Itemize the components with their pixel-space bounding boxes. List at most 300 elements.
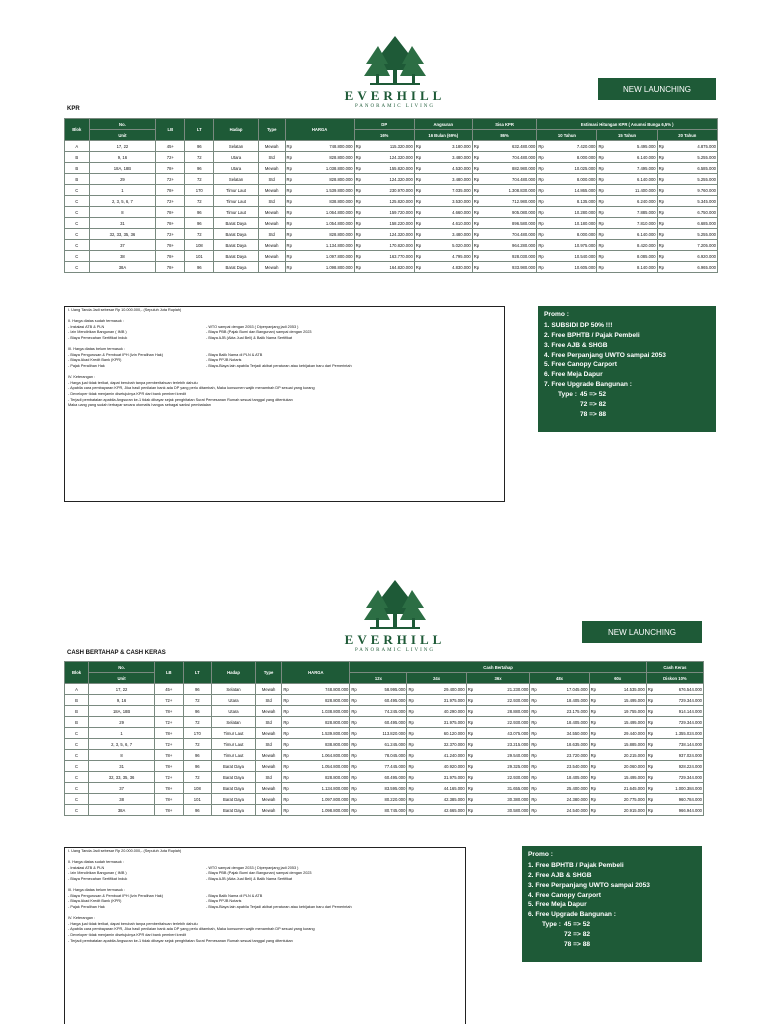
table-row — [65, 185, 718, 196]
table-cell: 8 — [89, 207, 156, 218]
note-text: - Biaya Pengurusan & Pembuat IPH (Izin Peralihan Hak) — [68, 352, 163, 357]
currency-label: Rp — [285, 141, 294, 152]
promo-item: 6. Free Meja Dapur — [544, 371, 603, 379]
currency-label: Rp — [472, 251, 481, 262]
table-cell: 1.308.830.000 — [481, 185, 537, 196]
promo-upgrade-value: 78 => 88 — [580, 410, 607, 418]
table-row — [65, 695, 704, 706]
table-cell: 60.495.000 — [359, 772, 407, 783]
table-cell: 14.865.000 — [546, 185, 597, 196]
currency-label: Rp — [530, 684, 539, 695]
table-cell: 78+ — [155, 794, 184, 805]
currency-label: Rp — [646, 706, 655, 717]
col-unit: Unit — [89, 130, 156, 141]
brand-tagline: PANORAMIC LIVING — [354, 104, 435, 109]
currency-label: Rp — [597, 229, 606, 240]
currency-label: Rp — [530, 805, 539, 816]
currency-label: Rp — [530, 695, 539, 706]
table-cell: Mewah — [255, 706, 281, 717]
table-cell: Mewah — [258, 251, 285, 262]
col-sisa-kpr: Sisa KPR — [472, 119, 537, 130]
currency-label: Rp — [282, 695, 291, 706]
table-cell: 1 — [89, 728, 155, 739]
currency-label: Rp — [589, 761, 598, 772]
table-cell: 159.720.000 — [363, 207, 414, 218]
currency-label: Rp — [285, 196, 294, 207]
table-cell: 78+ — [155, 750, 184, 761]
table-cell: B — [65, 695, 89, 706]
currency-label: Rp — [354, 141, 363, 152]
col-harga: HARGA — [282, 662, 350, 684]
table-cell: 10.975.000 — [546, 240, 597, 251]
table-cell: Std — [255, 695, 281, 706]
table-cell: Selatan — [212, 717, 256, 728]
table-cell: C — [65, 196, 90, 207]
note-text: - Harga jual tidak terikat, dapat berubah tanpa pemberitahuan terlebih dahulu — [68, 921, 198, 926]
table-cell: 72 — [185, 152, 214, 163]
table-cell: 72 — [183, 772, 212, 783]
promo-upgrade — [528, 920, 696, 930]
table-row — [65, 783, 704, 794]
currency-label: Rp — [646, 739, 655, 750]
currency-label: Rp — [285, 262, 294, 273]
table-cell: 4.660.000 — [423, 207, 472, 218]
currency-label: Rp — [350, 728, 359, 739]
table-cell: 31.975.000 — [416, 717, 466, 728]
table-cell: 96 — [185, 262, 214, 273]
table-cell: 230.970.000 — [363, 185, 414, 196]
col-12x: 12x — [350, 673, 407, 684]
currency-label: Rp — [657, 240, 666, 251]
currency-label: Rp — [657, 174, 666, 185]
promo-upgrade — [528, 930, 696, 940]
table-row — [65, 207, 718, 218]
currency-label: Rp — [414, 152, 423, 163]
note-text: - Biaya Pemecahan Sertifikat Induk — [68, 876, 128, 881]
note-text-right: - Biaya AJB (Akta Jual Beli) & Balik Nama Sertifikat — [206, 876, 293, 881]
table-cell: 4.830.000 — [423, 262, 472, 273]
currency-label: Rp — [472, 185, 481, 196]
currency-label: Rp — [589, 772, 598, 783]
note-text: - Apabila cara pembayaran KPR, Jika hasil penilaian bank ada DP yang perlu ditambah, Maka konsumen wajib menambah DP sesuai yang kurang — [68, 386, 315, 391]
table-cell: 72 — [183, 739, 212, 750]
table-cell: 2, 3, 5, 6, 7 — [89, 196, 156, 207]
currency-label: Rp — [646, 750, 655, 761]
currency-label: Rp — [530, 783, 539, 794]
table-cell: 828.800.000 — [294, 152, 354, 163]
currency-label: Rp — [350, 783, 359, 794]
currency-label: Rp — [285, 174, 294, 185]
note-text: IV. Keterangan : — [68, 916, 96, 921]
cash-notes-box — [64, 847, 466, 1024]
note-text: - Biaya Akad Kredit Bank (KPR) — [68, 358, 122, 363]
table-cell: 828.800.000 — [294, 174, 354, 185]
table-cell: 15.495.000 — [598, 695, 646, 706]
currency-label: Rp — [646, 728, 655, 739]
currency-label: Rp — [350, 706, 359, 717]
col-dp-pct: 16% — [354, 130, 414, 141]
table-cell: 17, 22 — [89, 684, 155, 695]
table-cell: 1.355.024.000 — [655, 728, 703, 739]
currency-label: Rp — [414, 240, 423, 251]
table-cell: Mewah — [258, 141, 285, 152]
table-cell: 29 — [89, 717, 155, 728]
table-cell: 20.775.000 — [598, 794, 646, 805]
currency-label: Rp — [282, 717, 291, 728]
currency-label: Rp — [407, 684, 416, 695]
note-text-right: - Biaya PPJB Notaris — [206, 358, 242, 363]
currency-label: Rp — [350, 772, 359, 783]
table-cell: 1.098.800.000 — [291, 805, 350, 816]
promo-item: 3. Free Perpanjang UWTO sampai 2053 — [528, 881, 650, 889]
currency-label: Rp — [657, 152, 666, 163]
cash-promo-box — [522, 846, 702, 962]
table-cell: 108 — [185, 240, 214, 251]
note-text: - Izin Mendirikan Bangunan ( IMB ) — [68, 330, 127, 335]
promo-upgrade-value: 72 => 82 — [564, 931, 591, 939]
currency-label: Rp — [354, 196, 363, 207]
table-cell: 748.800.000 — [294, 141, 354, 152]
table-cell: 704.480.000 — [481, 152, 537, 163]
currency-label: Rp — [597, 185, 606, 196]
col-36x: 36x — [466, 673, 530, 684]
table-cell: 29.440.000 — [598, 728, 646, 739]
table-cell: 19.755.000 — [598, 706, 646, 717]
table-row — [65, 174, 718, 185]
currency-label: Rp — [597, 218, 606, 229]
table-cell: 6.750.000 — [666, 207, 717, 218]
table-cell: 34.550.000 — [539, 728, 589, 739]
currency-label: Rp — [537, 141, 546, 152]
table-row — [65, 240, 718, 251]
col-48x: 48x — [530, 673, 589, 684]
table-cell: 78+ — [156, 240, 185, 251]
table-cell: B — [65, 163, 90, 174]
currency-label: Rp — [285, 163, 294, 174]
table-cell: 6.920.000 — [666, 251, 717, 262]
currency-label: Rp — [657, 141, 666, 152]
currency-label: Rp — [350, 739, 359, 750]
currency-label: Rp — [530, 772, 539, 783]
currency-label: Rp — [407, 761, 416, 772]
table-cell: 78+ — [156, 218, 185, 229]
table-cell: 828.800.000 — [291, 772, 350, 783]
table-cell: 164.820.000 — [363, 262, 414, 273]
promo-item: 4. Free Perpanjang UWTO sampai 2053 — [544, 351, 666, 359]
currency-label: Rp — [589, 728, 598, 739]
currency-label: Rp — [282, 739, 291, 750]
table-cell: Barat Daya — [214, 262, 259, 273]
note-text: - Biaya Pemecahan Sertifikat Induk — [68, 335, 128, 340]
table-cell: 155.820.000 — [363, 163, 414, 174]
table-cell: 96 — [185, 163, 214, 174]
table-cell: 8.140.000 — [606, 262, 657, 273]
table-cell: 31.975.000 — [416, 772, 466, 783]
table-cell: 18.405.000 — [539, 772, 589, 783]
col-blok: Blok — [65, 119, 90, 141]
promo-item: 6. Free Upgrade Bangunan : — [528, 911, 616, 919]
table-cell: 1.000.384.000 — [655, 783, 703, 794]
currency-label: Rp — [285, 152, 294, 163]
table-cell: Barat Daya — [212, 794, 256, 805]
note-text: - Developer tidak menjamin disetujuinya KPR dari bank pemberi kredit — [68, 932, 186, 937]
currency-label: Rp — [414, 196, 423, 207]
currency-label: Rp — [466, 772, 475, 783]
col-20-tahun: 20 Tahun — [657, 130, 717, 141]
table-row — [65, 141, 718, 152]
col-angsuran: Angsuran — [414, 119, 472, 130]
col-hadap: Hadap — [212, 662, 256, 684]
note-text: - Apabila cara pembayaran KPR, Jika hasil penilaian bank ada DP yang perlu ditambah, Maka konsumen wajib menambah DP sesuai yang kurang — [68, 927, 315, 932]
table-cell: B — [65, 706, 89, 717]
table-cell: Barat Daya — [214, 229, 259, 240]
cash-title: CASH BERTAHAP & CASH KERAS — [67, 650, 166, 656]
table-cell: 20.215.000 — [598, 750, 646, 761]
promo-item: 2. Free BPHTB / Pajak Pembeli — [544, 331, 640, 339]
currency-label: Rp — [537, 174, 546, 185]
table-cell: Std — [258, 229, 285, 240]
currency-label: Rp — [537, 229, 546, 240]
table-cell: 828.800.000 — [291, 695, 350, 706]
table-cell: 960.784.000 — [655, 794, 703, 805]
table-cell: 8.000.000 — [546, 229, 597, 240]
cash-price-table — [64, 661, 704, 816]
table-cell: 838.800.000 — [291, 739, 350, 750]
currency-label: Rp — [354, 229, 363, 240]
currency-label: Rp — [657, 207, 666, 218]
table-cell: 40.920.000 — [416, 761, 466, 772]
table-cell: C — [65, 750, 89, 761]
currency-label: Rp — [597, 141, 606, 152]
table-cell: 80.220.000 — [359, 794, 407, 805]
col-60x: 60x — [589, 673, 646, 684]
currency-label: Rp — [472, 152, 481, 163]
note-text-right: - WTO sampai dengan 2053 ( Diperpanjang jadi 2053 ) — [206, 324, 299, 329]
currency-label: Rp — [354, 240, 363, 251]
table-cell: 1.054.800.000 — [294, 218, 354, 229]
currency-label: Rp — [350, 695, 359, 706]
currency-label: Rp — [407, 783, 416, 794]
table-cell: 10.025.000 — [546, 163, 597, 174]
table-cell: 29.540.000 — [475, 750, 530, 761]
table-cell: 896.580.000 — [481, 218, 537, 229]
table-cell: Barat Daya — [214, 218, 259, 229]
table-cell: 6.585.000 — [666, 163, 717, 174]
currency-label: Rp — [354, 251, 363, 262]
note-text: - Harga jual tidak terikat, dapat berubah tanpa pemberitahuan terlebih dahulu — [68, 380, 198, 385]
table-cell: 72 — [183, 717, 212, 728]
table-cell: Std — [255, 772, 281, 783]
note-text-right: - Biaya AJB (Akta Jual Beli) & Balik Nama Sertifikat — [206, 335, 293, 340]
table-cell: 58.995.000 — [359, 684, 407, 695]
table-cell: 158.220.000 — [363, 218, 414, 229]
table-cell: Selatan — [214, 174, 259, 185]
table-cell: 7.205.000 — [666, 240, 717, 251]
table-cell: 3.480.000 — [423, 152, 472, 163]
currency-label: Rp — [414, 174, 423, 185]
table-cell: 78.045.000 — [359, 750, 407, 761]
table-cell: 96 — [185, 141, 214, 152]
table-cell: Selatan — [212, 684, 256, 695]
note-text: - Terjadi pembatalan apabila Angsuran ke-1 tidak dibayar sejak penghitatan Surat Pemesanan Rumah sesuai tanggal yang ditentukan — [68, 938, 293, 943]
table-cell: 25.400.000 — [539, 783, 589, 794]
currency-label: Rp — [282, 684, 291, 695]
note-text-right: - Biaya-Biaya lain apabila Terjadi akibat peraturan atau kebijakan baru dari Pemerintah — [206, 904, 352, 909]
note-text: - Developer tidak menjamin disetujuinya KPR dari bank pemberi kredit — [68, 391, 186, 396]
promo-item: 3. Free AJB & SHGB — [544, 341, 608, 349]
currency-label: Rp — [282, 728, 291, 739]
col-10-tahun: 10 Tahun — [537, 130, 597, 141]
table-cell: 738.144.000 — [655, 739, 703, 750]
table-cell: 29 — [89, 174, 156, 185]
table-cell: Timur Laut — [212, 739, 256, 750]
currency-label: Rp — [414, 218, 423, 229]
currency-label: Rp — [407, 728, 416, 739]
currency-label: Rp — [414, 251, 423, 262]
promo-item: 4. Free Canopy Carport — [528, 891, 601, 899]
table-cell: 29.400.000 — [416, 684, 466, 695]
table-cell: Barat Daya — [214, 251, 259, 262]
currency-label: Rp — [597, 196, 606, 207]
currency-label: Rp — [530, 794, 539, 805]
table-cell: Mewah — [255, 750, 281, 761]
currency-label: Rp — [646, 772, 655, 783]
currency-label: Rp — [407, 717, 416, 728]
currency-label: Rp — [414, 229, 423, 240]
currency-label: Rp — [530, 717, 539, 728]
table-cell: 6.140.000 — [606, 174, 657, 185]
currency-label: Rp — [354, 207, 363, 218]
table-cell: 101 — [185, 251, 214, 262]
table-cell: C — [65, 761, 89, 772]
table-cell: Timur Laut — [214, 196, 259, 207]
table-cell: 72 — [183, 695, 212, 706]
note-text: I. Uang Tanda Jadi sebesar Rp 20.000.000,- (Sepuluh Juta Rupiah) — [68, 849, 182, 853]
table-cell: C — [65, 783, 89, 794]
table-cell: 101 — [183, 794, 212, 805]
table-cell: Timur Laut — [212, 728, 256, 739]
table-cell: C — [65, 218, 90, 229]
table-cell: 115.320.000 — [363, 141, 414, 152]
table-row — [65, 728, 704, 739]
table-cell: C — [65, 739, 89, 750]
table-cell: 32, 33, 35, 36 — [89, 229, 156, 240]
table-row — [65, 163, 718, 174]
note-text-right: - Biaya Balik Nama di PLN & ATB — [206, 352, 263, 357]
currency-label: Rp — [282, 783, 291, 794]
table-cell: 30.580.000 — [475, 805, 530, 816]
table-cell: 632.480.000 — [481, 141, 537, 152]
currency-label: Rp — [282, 794, 291, 805]
table-cell: 1.064.800.000 — [291, 750, 350, 761]
table-cell: 60.495.000 — [359, 695, 407, 706]
kpr-price-table — [64, 118, 718, 273]
col-cash-bertahap: Cash Bertahap — [350, 662, 646, 673]
table-cell: 828.800.000 — [291, 717, 350, 728]
table-cell: Mewah — [258, 262, 285, 273]
table-cell: 729.344.000 — [655, 695, 703, 706]
table-cell: 1.038.800.000 — [291, 706, 350, 717]
table-cell: 6.965.000 — [666, 262, 717, 273]
currency-label: Rp — [466, 739, 475, 750]
note-text: - Terjadi pembatalan apabila Angsuran ke-1 tidak dibayar sejak penghitatan Surat Pemesanan Rumah sesuai tanggal yang ditentukan — [68, 397, 293, 402]
table-cell: 704.480.000 — [481, 174, 537, 185]
table-row — [65, 218, 718, 229]
table-cell: 20.915.000 — [598, 805, 646, 816]
table-cell: 8.135.000 — [546, 196, 597, 207]
table-cell: 6.240.000 — [606, 196, 657, 207]
table-cell: 6.140.000 — [606, 229, 657, 240]
note-text-right: - Biaya PPJB Notaris — [206, 899, 242, 904]
brand-name-2: EVERHILL — [344, 632, 446, 647]
table-cell: 38A — [89, 262, 156, 273]
table-cell: 14.535.000 — [598, 684, 646, 695]
table-cell: 43.075.000 — [475, 728, 530, 739]
currency-label: Rp — [354, 152, 363, 163]
currency-label: Rp — [537, 185, 546, 196]
table-cell: 1.134.800.000 — [291, 783, 350, 794]
table-cell: 8 — [89, 750, 155, 761]
table-cell: 21.645.000 — [598, 783, 646, 794]
table-cell: 31 — [89, 761, 155, 772]
currency-label: Rp — [407, 750, 416, 761]
table-cell: 18A, 18B — [89, 706, 155, 717]
currency-label: Rp — [285, 251, 294, 262]
table-row — [65, 739, 704, 750]
table-cell: 31.655.000 — [475, 783, 530, 794]
table-cell: 5.255.000 — [666, 152, 717, 163]
currency-label: Rp — [466, 750, 475, 761]
currency-label: Rp — [466, 761, 475, 772]
kpr-title: KPR — [67, 106, 80, 112]
table-cell: 10.605.000 — [546, 262, 597, 273]
currency-label: Rp — [646, 794, 655, 805]
table-cell: 704.480.000 — [481, 229, 537, 240]
currency-label: Rp — [466, 783, 475, 794]
currency-label: Rp — [597, 152, 606, 163]
table-cell: 5.345.000 — [666, 196, 717, 207]
col-estimasi: Estimasi Hitungan KPR ( Asumsi Bunga 6,5% ) — [537, 119, 718, 130]
table-cell: 28.880.000 — [475, 706, 530, 717]
currency-label: Rp — [537, 218, 546, 229]
table-cell: 10.280.000 — [546, 207, 597, 218]
table-cell: 7.035.000 — [423, 185, 472, 196]
table-cell: C — [65, 251, 90, 262]
currency-label: Rp — [407, 695, 416, 706]
table-cell: 882.980.000 — [481, 163, 537, 174]
promo-upgrade — [544, 410, 710, 420]
table-row — [65, 761, 704, 772]
table-cell: C — [65, 185, 90, 196]
currency-label: Rp — [646, 783, 655, 794]
note-text: - Biaya Akad Kredit Bank (KPR) — [68, 899, 122, 904]
table-cell: 42.665.000 — [416, 805, 466, 816]
table-cell: 96 — [183, 805, 212, 816]
col-sisa-pct: 86% — [472, 130, 537, 141]
currency-label: Rp — [282, 750, 291, 761]
table-cell: 30.380.000 — [475, 794, 530, 805]
table-cell: 37 — [89, 240, 156, 251]
table-cell: 11.400.000 — [606, 185, 657, 196]
currency-label: Rp — [537, 240, 546, 251]
table-cell: 72+ — [155, 717, 184, 728]
currency-label: Rp — [589, 750, 598, 761]
currency-label: Rp — [537, 262, 546, 273]
table-cell: 31 — [89, 218, 156, 229]
table-cell: 72+ — [156, 152, 185, 163]
table-cell: Mewah — [255, 761, 281, 772]
currency-label: Rp — [414, 163, 423, 174]
